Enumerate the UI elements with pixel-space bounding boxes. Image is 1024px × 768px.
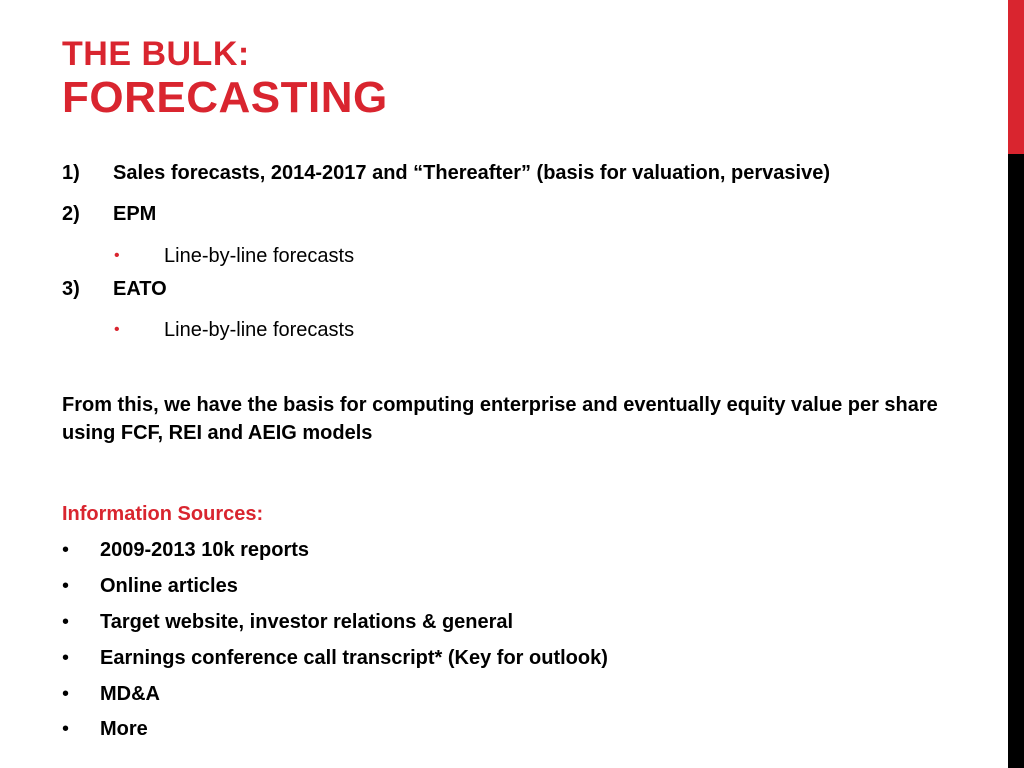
slide-title-line-2: FORECASTING xyxy=(62,73,388,122)
slide-title xyxy=(62,34,388,122)
bullet-icon: • xyxy=(62,575,70,597)
sub-item-text: Line-by-line forecasts xyxy=(164,245,355,267)
slide-title-line-1: THE BULK: xyxy=(62,35,250,73)
item-text: EATO xyxy=(113,278,167,300)
bullet-icon: • xyxy=(62,539,70,561)
bullet-icon: • xyxy=(62,718,70,740)
source-item-text: Earnings conference call transcript* (Key for outlook) xyxy=(100,647,608,669)
summary-paragraph: From this, we have the basis for computing enterprise and eventually equity value per share using FCF, REI and AEIG models xyxy=(62,394,938,444)
bullet-icon: • xyxy=(114,321,120,338)
bullet-icon: • xyxy=(62,683,70,705)
source-item-text: 2009-2013 10k reports xyxy=(100,539,310,561)
bullet-icon: • xyxy=(62,611,70,633)
sources-heading: Information Sources: xyxy=(62,503,264,525)
item-number: 1) xyxy=(62,162,80,184)
item-text: EPM xyxy=(113,203,157,225)
sidebar-accent-black xyxy=(1008,154,1024,768)
source-item-text: Target website, investor relations & general xyxy=(100,611,514,633)
source-item-text: Online articles xyxy=(100,575,238,597)
bullet-icon: • xyxy=(62,647,70,669)
bullet-icon: • xyxy=(114,247,120,264)
source-item-text: MD&A xyxy=(100,683,160,705)
sub-item-text: Line-by-line forecasts xyxy=(164,319,355,341)
item-number: 2) xyxy=(62,203,80,225)
item-text: Sales forecasts, 2014-2017 and “Thereafter” (basis for valuation, pervasive) xyxy=(113,162,830,184)
sidebar-accent-red xyxy=(1008,0,1024,154)
item-number: 3) xyxy=(62,278,80,300)
source-item-text: More xyxy=(100,718,148,740)
